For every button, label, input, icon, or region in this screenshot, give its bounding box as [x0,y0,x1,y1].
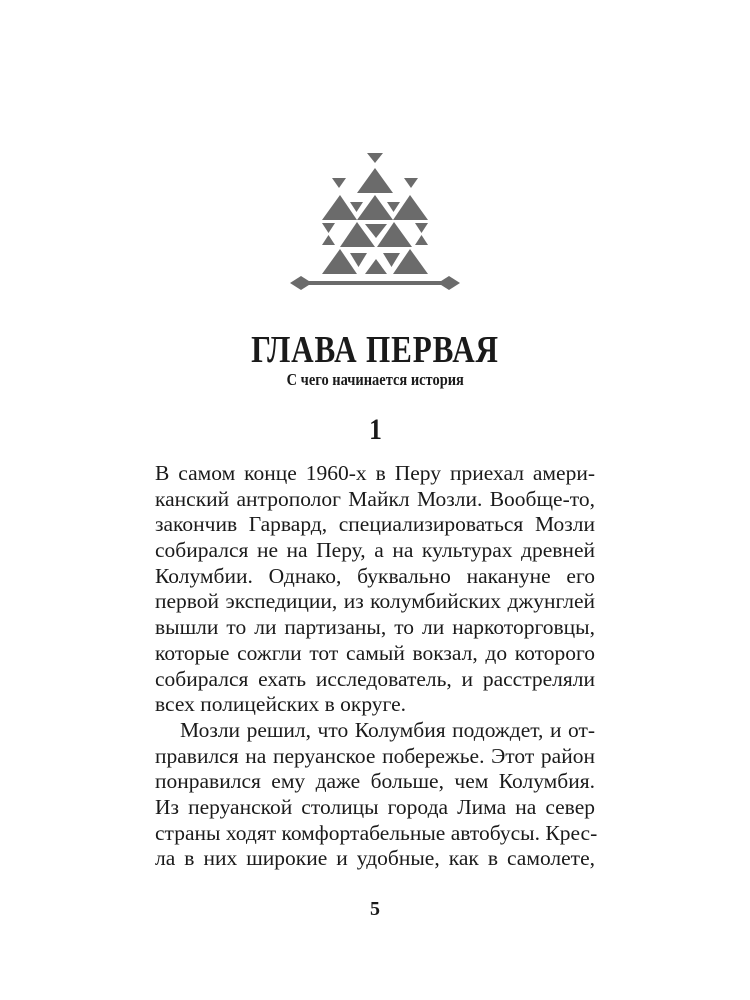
chapter-title: ГЛАВА ПЕРВАЯ [251,329,499,371]
text-line: собирался ехать исследователь, и расстреляли [155,666,595,691]
text-line: Колумбии. Однако, буквально накануне его [155,563,595,588]
page-number: 5 [370,898,380,920]
text-line: Из перуанской столицы города Лима на север [155,794,595,819]
text-line: вышли то ли партизаны, то ли наркоторговцы, [155,615,595,640]
text-line: ла в них широкие и удобные, как в самолете, [155,846,595,871]
text-line: Мозли решил, что Колумбия подождет, и от- [180,717,595,742]
text-line: В самом конце 1960-х в Перу приехал амери- [155,461,595,485]
text-line: канский антрополог Майкл Мозли. Вообще-то, [155,486,595,511]
text-line: первой экспедиции, из колумбийских джунглей [155,589,595,614]
text-line: всех полицейских в округе. [155,692,406,717]
text-line: собирался не на Перу, а на культурах древней [155,538,595,563]
text-line: которые сожгли тот самый вокзал, до которого [155,640,595,665]
triangle-ornament-icon [0,0,750,300]
body-text [155,461,598,872]
chapter-subtitle: С чего начинается история [286,370,464,389]
section-number: 1 [368,413,382,446]
text-line: страны ходят комфортабельные автобусы. Крес- [155,820,598,845]
text-line: правился на перуанское побережье. Этот район [155,743,595,768]
text-line: понравился ему даже больше, чем Колумбия. [155,769,595,794]
text-line: закончив Гарвард, специализироваться Мозли [155,512,595,537]
